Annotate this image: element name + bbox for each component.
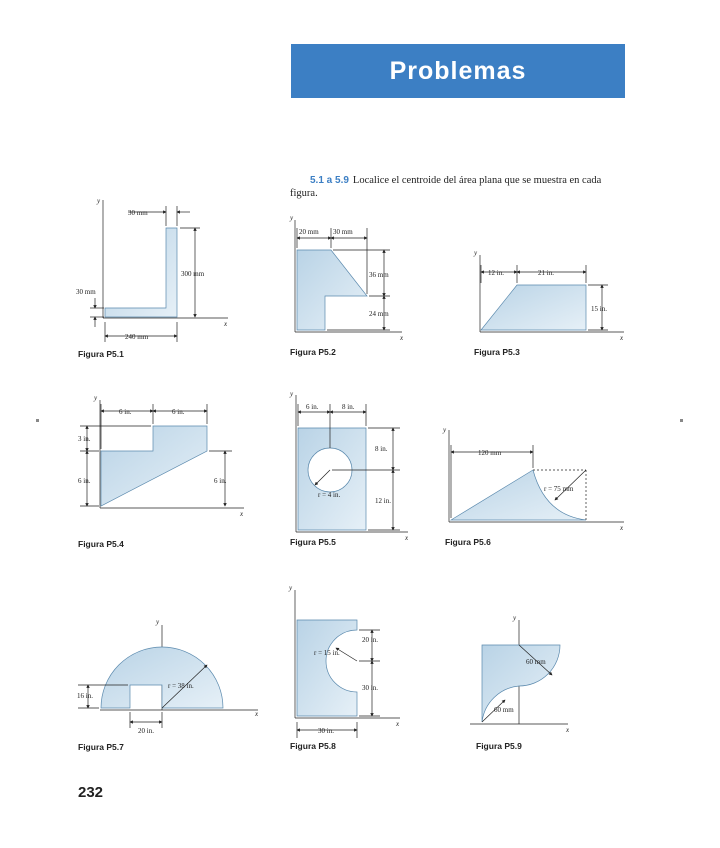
polygon-area: [297, 250, 367, 330]
figure-p5-7: [78, 625, 258, 728]
dim-label: 60 mm: [526, 658, 546, 666]
page-number: 232: [78, 784, 104, 801]
figure-p5-3: [480, 255, 624, 332]
figure-caption-p5-4: Figura P5.4: [78, 539, 124, 549]
axis-label-x: x: [240, 510, 244, 518]
plate-with-hole: [298, 428, 366, 530]
dim-label: 6 in.: [172, 408, 185, 416]
dim-label: 15 in.: [591, 305, 607, 313]
figure-caption-p5-3: Figura P5.3: [474, 347, 520, 357]
axis-label-y: y: [94, 394, 98, 402]
l-shape-area: [105, 228, 177, 317]
axis-label-x: x: [224, 320, 228, 328]
figure-caption-p5-1: Figura P5.1: [78, 349, 124, 359]
problem-numbers: 5.1 a 5.9: [310, 175, 349, 186]
dim-label: 6 in.: [306, 403, 319, 411]
axis-label-x: x: [620, 524, 624, 532]
axis-label-y: y: [474, 249, 478, 257]
dim-label: 16 in.: [77, 692, 93, 700]
dim-label: 12 in.: [375, 497, 391, 505]
figure-p5-9: [470, 620, 568, 724]
dim-label: 30 in.: [362, 684, 378, 692]
figure-caption-p5-9: Figura P5.9: [476, 741, 522, 751]
dim-label: r = 4 in.: [318, 491, 341, 499]
dim-label: 12 in.: [488, 269, 504, 277]
figure-caption-p5-7: Figura P5.7: [78, 742, 124, 752]
axis-label-x: x: [405, 534, 409, 542]
dim-label: 6 in.: [78, 477, 91, 485]
dim-label: 240 mm: [125, 333, 149, 341]
dim-label: 20 in.: [362, 636, 378, 644]
dim-label: 6 in.: [119, 408, 132, 416]
figure-p5-6: [449, 430, 624, 522]
axis-label-y: y: [156, 618, 160, 626]
dim-label: 36 mm: [369, 271, 389, 279]
dim-label: 30 mm: [333, 228, 353, 236]
dim-label: r = 75 mm: [544, 485, 574, 493]
dim-label: 60 mm: [494, 706, 514, 714]
figure-p5-8: [295, 590, 400, 738]
section-title: Problemas: [389, 56, 527, 85]
axis-label-x: x: [400, 334, 404, 342]
axis-label-y: y: [513, 614, 517, 622]
axis-label-y: y: [290, 214, 294, 222]
dim-label: 30 mm: [128, 209, 148, 217]
dim-label: 3 in.: [78, 435, 91, 443]
dim-label: 20 mm: [299, 228, 319, 236]
semicircle-area: [101, 647, 223, 708]
figure-p5-1: [90, 200, 228, 342]
dim-label: 20 in.: [138, 727, 154, 735]
axis-label-y: y: [443, 426, 447, 434]
axis-label-x: x: [255, 710, 259, 718]
axis-label-x: x: [566, 726, 570, 734]
trapezoid-area: [481, 285, 586, 330]
axis-label-x: x: [620, 334, 624, 342]
figure-caption-p5-8: Figura P5.8: [290, 741, 336, 751]
dim-label: 30 mm: [76, 288, 96, 296]
dim-label: 120 mm: [478, 449, 502, 457]
dim-label: 30 in.: [318, 727, 334, 735]
dim-label: 300 mm: [181, 270, 205, 278]
dim-label: r = 38 in.: [168, 682, 194, 690]
dim-label: r = 15 in.: [314, 649, 340, 657]
axis-label-y: y: [97, 197, 101, 205]
dim-label: 8 in.: [342, 403, 355, 411]
curved-triangle-area: [451, 470, 586, 520]
plate-with-notch: [297, 620, 357, 716]
figure-caption-p5-6: Figura P5.6: [445, 537, 491, 547]
axis-label-y: y: [289, 584, 293, 592]
figure-caption-p5-5: Figura P5.5: [290, 537, 336, 547]
figure-caption-p5-2: Figura P5.2: [290, 347, 336, 357]
dim-label: 24 mm: [369, 310, 389, 318]
dim-label: 21 in.: [538, 269, 554, 277]
figure-p5-4: [80, 400, 244, 508]
dim-label: 6 in.: [214, 477, 227, 485]
axis-label-y: y: [290, 390, 294, 398]
polygon-area: [101, 426, 207, 506]
axis-label-x: x: [396, 720, 400, 728]
figure-p5-5: [296, 395, 408, 532]
dim-label: 8 in.: [375, 445, 388, 453]
problem-text: Localice el centroide del área plana que se muestra en cada figura.: [290, 175, 602, 199]
